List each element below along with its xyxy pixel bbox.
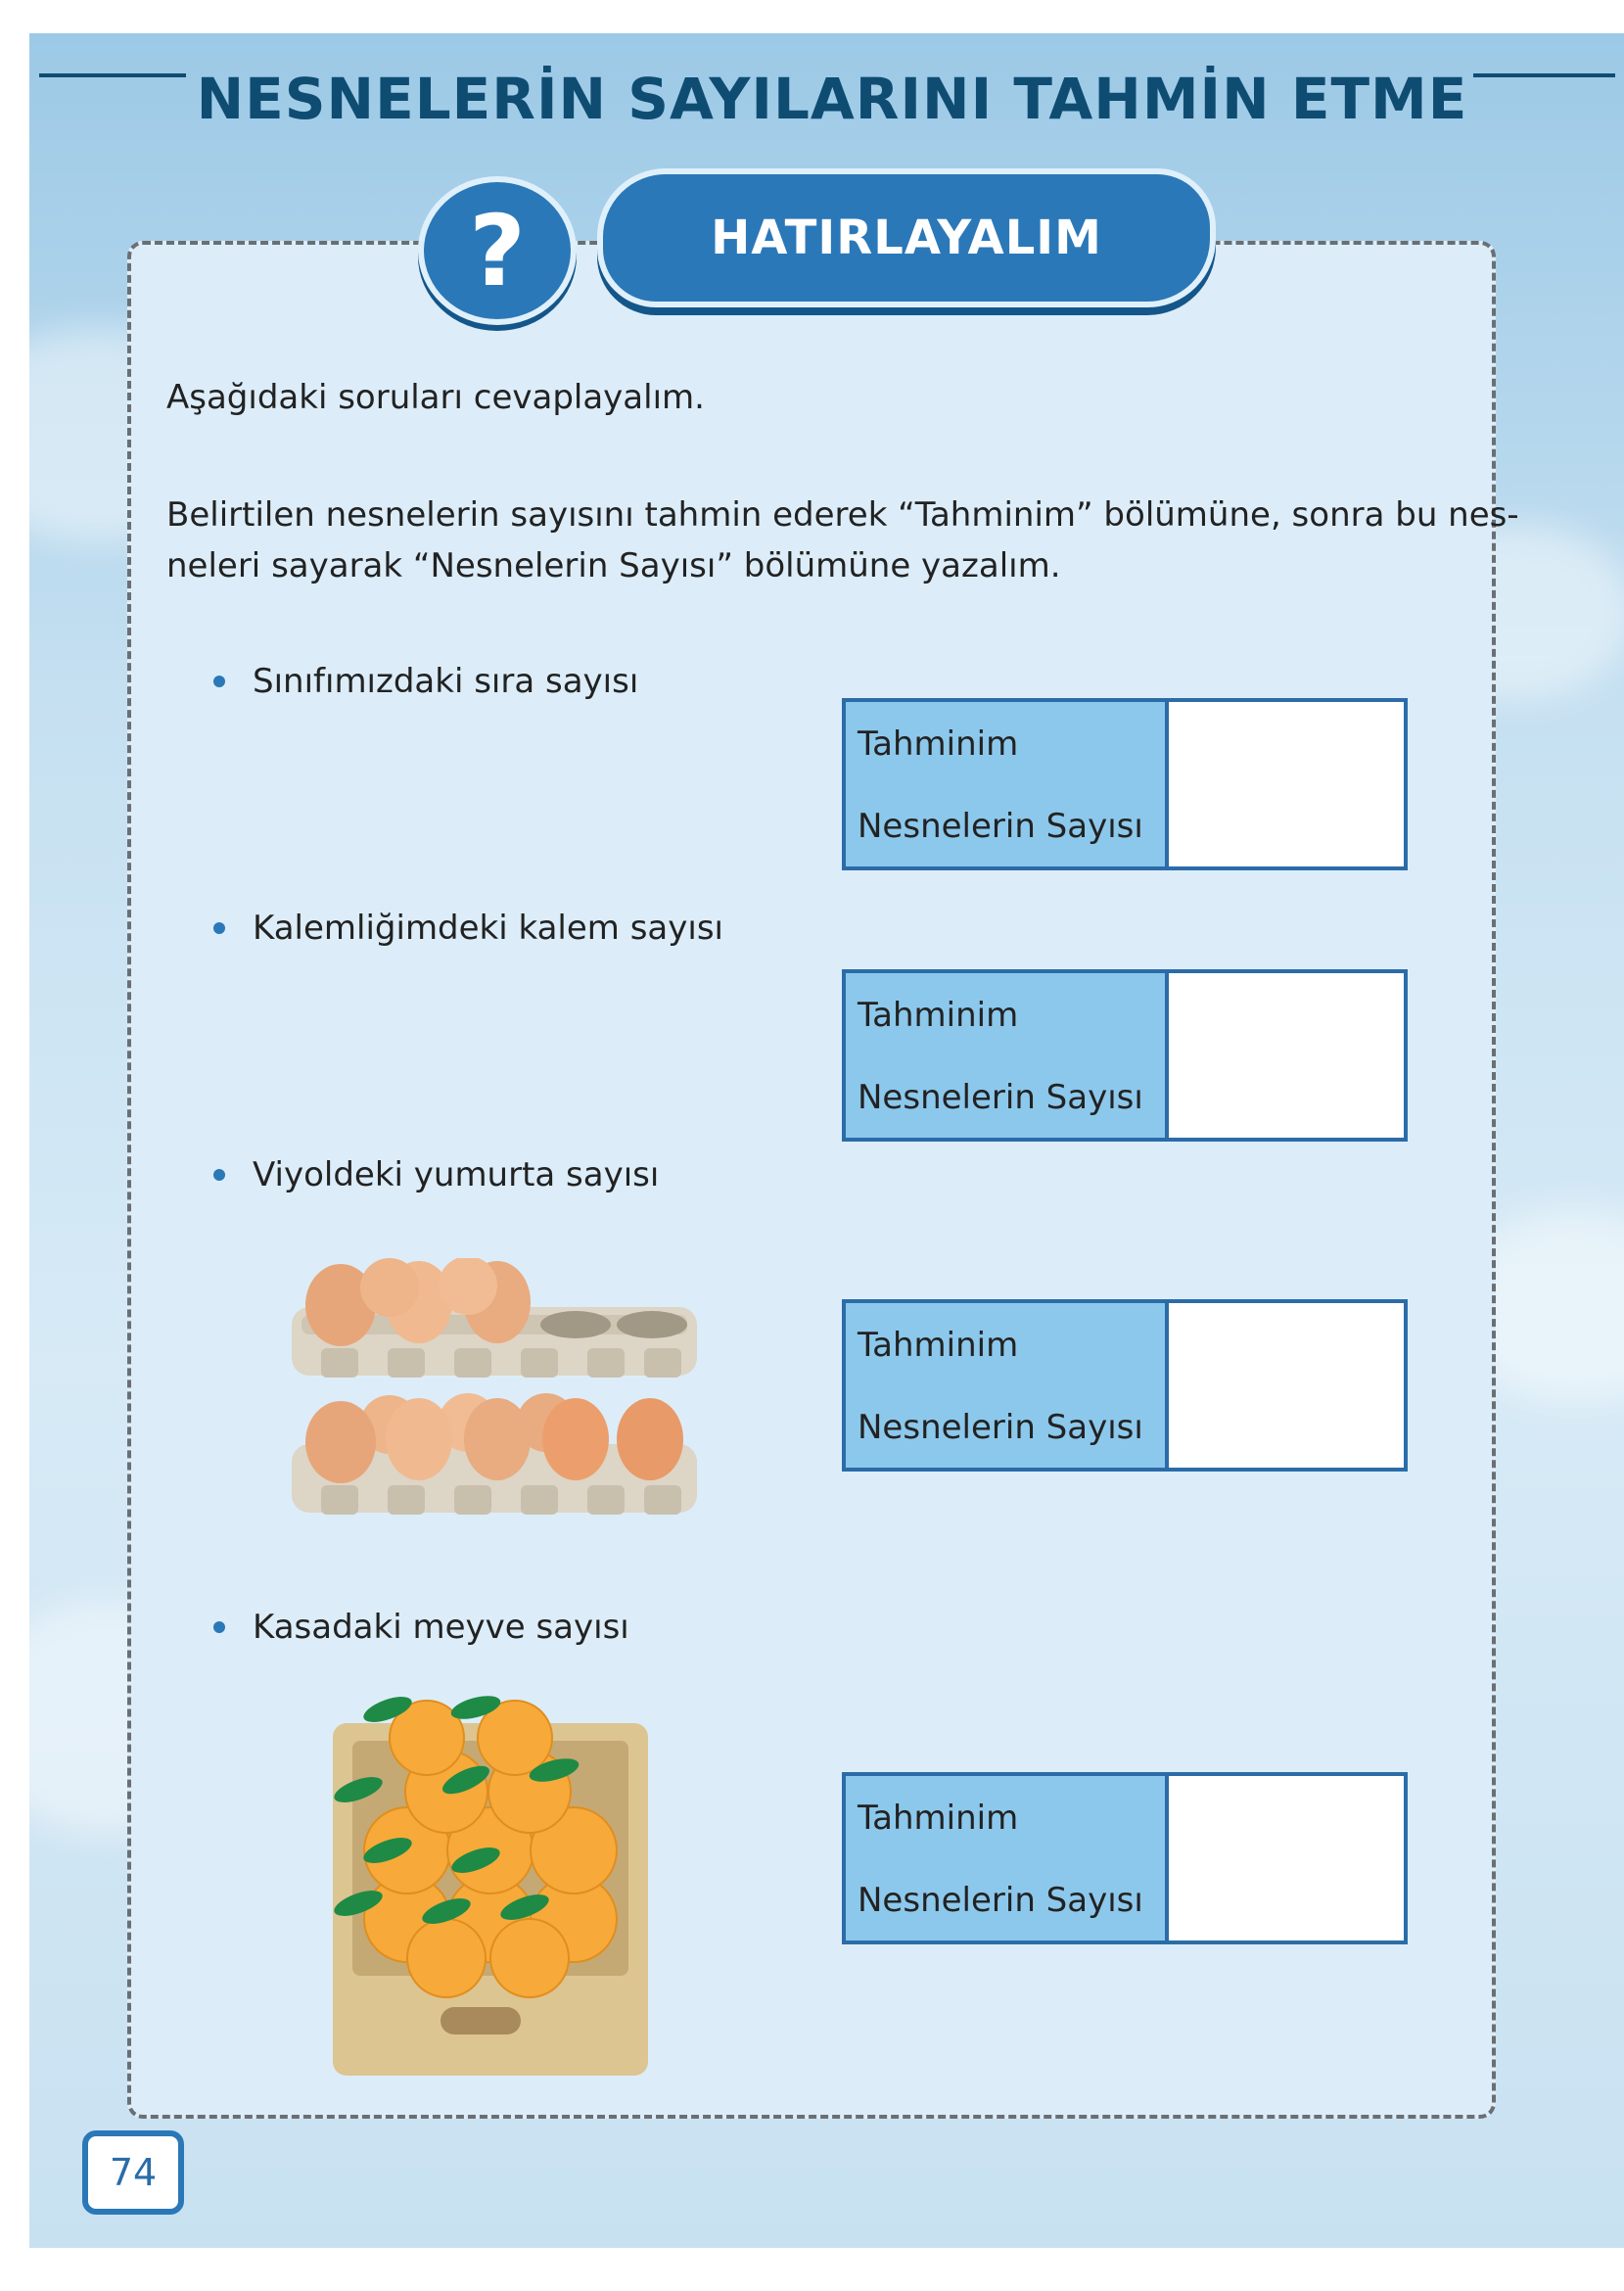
estimate-answer-cell[interactable] bbox=[1169, 1303, 1404, 1387]
answer-table bbox=[842, 969, 1408, 1142]
count-label: Nesnelerin Sayısı bbox=[846, 1387, 1169, 1468]
section-banner bbox=[597, 168, 1216, 307]
estimate-label: Tahminim bbox=[846, 702, 1169, 786]
title-rule-left bbox=[39, 73, 186, 77]
question-mark-icon: ? bbox=[468, 193, 526, 308]
orange-crate-icon bbox=[329, 1694, 652, 2081]
instruction-paragraph-line2: neleri sayarak “Nesnelerin Sayısı” bölümüne yazalım. bbox=[166, 546, 1061, 585]
list-item bbox=[213, 1608, 629, 1647]
item-label: Viyoldeki yumurta sayısı bbox=[253, 1155, 660, 1194]
bullet-icon bbox=[213, 1169, 225, 1181]
bullet-icon bbox=[213, 1621, 225, 1633]
count-label: Nesnelerin Sayısı bbox=[846, 1057, 1169, 1138]
bullet-icon bbox=[213, 922, 225, 934]
answer-table bbox=[842, 1772, 1408, 1944]
estimate-answer-cell[interactable] bbox=[1169, 702, 1404, 786]
list-item bbox=[213, 662, 638, 701]
estimate-label: Tahminim bbox=[846, 1303, 1169, 1387]
instruction-line: Aşağıdaki soruları cevaplayalım. bbox=[166, 378, 705, 417]
count-answer-cell[interactable] bbox=[1169, 1057, 1404, 1138]
page-number: 74 bbox=[82, 2130, 184, 2215]
bullet-icon bbox=[213, 676, 225, 687]
count-answer-cell[interactable] bbox=[1169, 1387, 1404, 1468]
estimate-label: Tahminim bbox=[846, 973, 1169, 1057]
title-rule-right bbox=[1473, 73, 1615, 77]
count-answer-cell[interactable] bbox=[1169, 786, 1404, 866]
estimate-label: Tahminim bbox=[846, 1776, 1169, 1860]
list-item bbox=[213, 1155, 659, 1194]
count-label: Nesnelerin Sayısı bbox=[846, 786, 1169, 866]
list-item bbox=[213, 909, 723, 948]
answer-table bbox=[842, 698, 1408, 870]
answer-table bbox=[842, 1299, 1408, 1472]
instruction-paragraph-line1: Belirtilen nesnelerin sayısını tahmin ederek “Tahminim” bölümüne, sonra bu nes- bbox=[166, 495, 1519, 535]
estimate-answer-cell[interactable] bbox=[1169, 973, 1404, 1057]
estimate-answer-cell[interactable] bbox=[1169, 1776, 1404, 1860]
item-label: Sınıfımızdaki sıra sayısı bbox=[253, 662, 639, 701]
question-badge bbox=[418, 176, 577, 325]
item-label: Kalemliğimdeki kalem sayısı bbox=[253, 909, 723, 948]
item-label: Kasadaki meyve sayısı bbox=[253, 1608, 629, 1647]
section-banner-label: HATIRLAYALIM bbox=[711, 210, 1102, 265]
count-label: Nesnelerin Sayısı bbox=[846, 1860, 1169, 1940]
page-title: NESNELERİN SAYILARINI TAHMİN ETME bbox=[196, 66, 1468, 132]
count-answer-cell[interactable] bbox=[1169, 1860, 1404, 1940]
egg-cartons-icon bbox=[292, 1258, 703, 1527]
